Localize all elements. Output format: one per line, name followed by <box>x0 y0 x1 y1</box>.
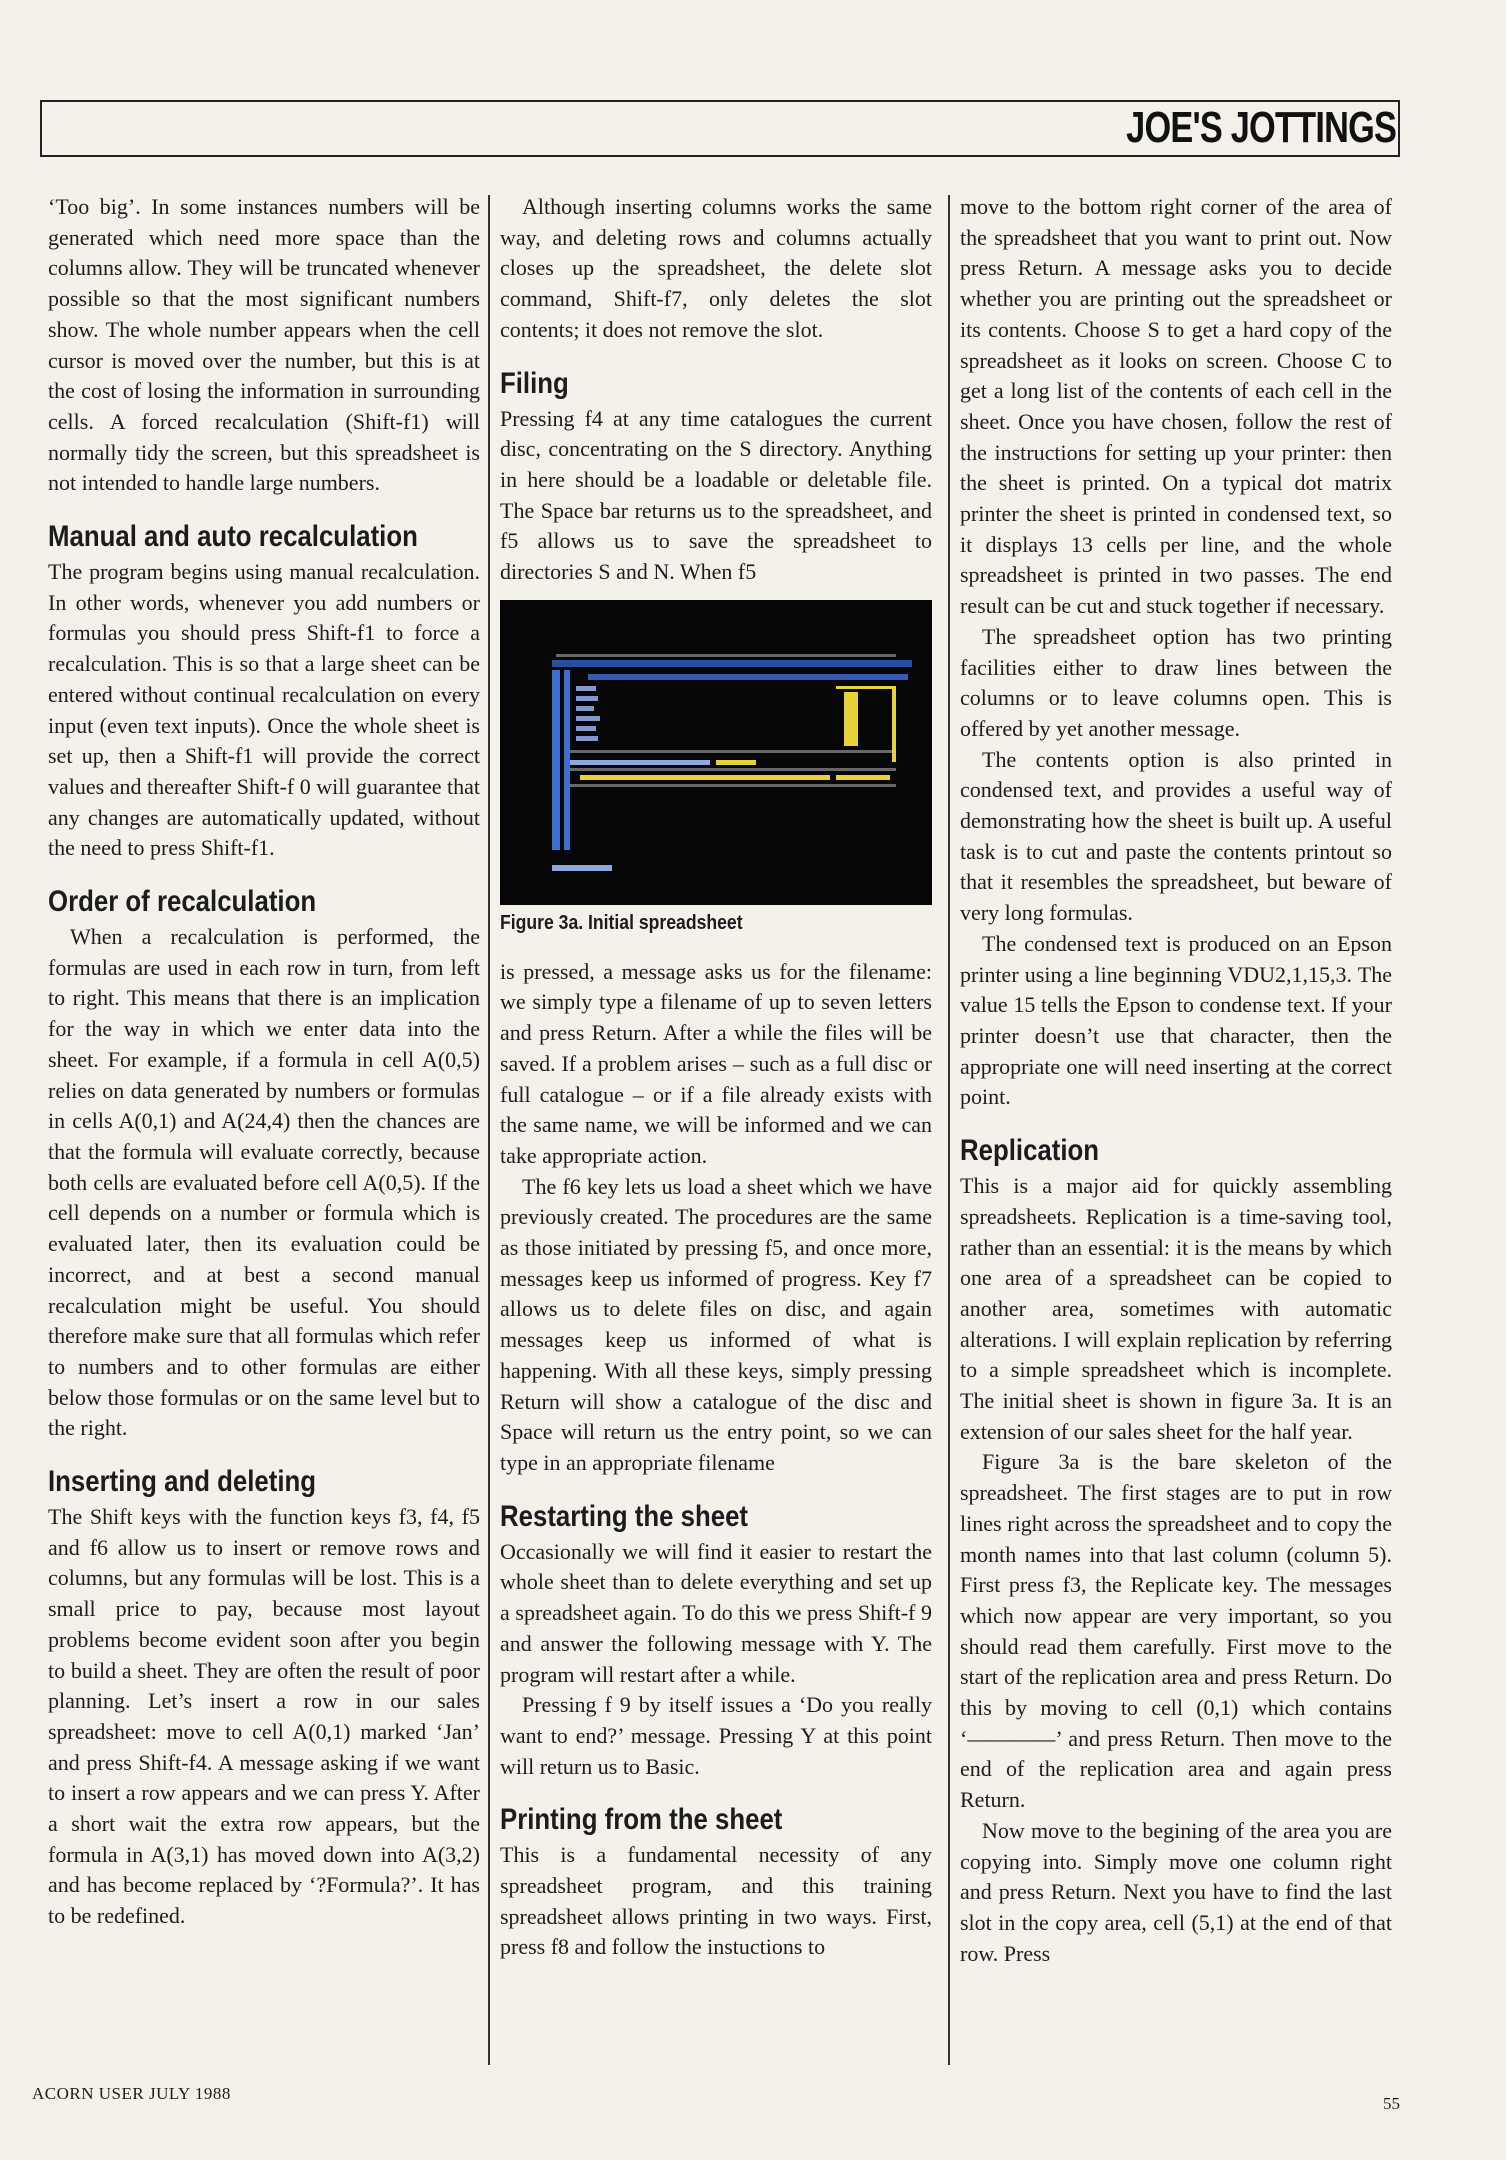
paragraph: The Shift keys with the function keys f3, f4, f5 and f6 allow us to insert or remove rows and columns, but any formulas will be lost. This is a small price to pay, because most layout problems become evident soon after you begin to build a sheet. They are often the result of poor planning. Let’s insert a row in our sales spreadsheet: move to cell A(0,1) marked ‘Jan’ and press Shift-f4. A message asking if we want to insert a row appears and we can press Y. After a short wait the extra row appears, but the formula in A(3,1) has moved down into A(3,2) and has become replaced by ‘?Formula?’. It has to be redefined. <box>48 1504 480 1929</box>
paragraph: The spreadsheet option has two printing facilities either to draw lines between the columns or to leave columns open. This is offered by yet another message. <box>960 623 1392 741</box>
paragraph: This is a major aid for quickly assembling spreadsheets. Replication is a time-saving tool, rather than an essential: it is the means by which one area of a spreadsheet can be copied to another area, sometimes with automatic alterations. I will explain replication by referring to a simple spreadsheet which is incomplete. The initial sheet is shown in figure 3a. It is an extension of our sales sheet for the half year. <box>960 1173 1392 1444</box>
subheading-order-recalc: Order of recalculation <box>48 885 317 919</box>
paragraph: move to the bottom right corner of the area of the spreadsheet that you want to print out. Now press Return. A message asks you to decide whether you are printing out the spreadsheet or its contents. Choose S to get a hard copy of the spreadsheet as it looks on screen. Choose C to get a long list of the contents of each cell in the sheet. Once you have chosen, follow the rest of the instructions for setting up your printer: then the sheet is printed. On a typical dot matrix printer the sheet is printed in condensed text, so it displays 13 cells per line, and the whole spreadsheet is printed in two passes. The end result can be cut and stuck together if necessary. <box>960 194 1392 619</box>
header-rule-top <box>40 100 1400 102</box>
section-title: JOE'S JOTTINGS <box>1126 103 1396 152</box>
paragraph: When a recalculation is performed, the formulas are used in each row in turn, from left to right. This means that there is an implication for the way in which we enter data into the sheet. For example, if a formula in cell A(0,5) relies on data generated by numbers or formulas in cells A(0,1) and A(24,4) then the chances are that the formula will evaluate correctly, because both cells are evaluated before cell A(0,5). If the cell depends on a number or formula which is evaluated later, then its evaluation could be incorrect, and at best a second manual recalculation might be useful. You should therefore make sure that all formulas which refer to numbers and to other formulas are either below those formulas or on the same level but to the right. <box>48 924 480 1441</box>
column-divider <box>488 195 490 2065</box>
footer-magazine-issue: ACORN USER JULY 1988 <box>32 2084 231 2103</box>
figure-screenshot-spreadsheet <box>500 600 932 905</box>
header-rule-bottom <box>40 155 1400 157</box>
paragraph: The f6 key lets us load a sheet which we have previously created. The procedures are the same as those initiated by pressing f5, and once more, messages keep us informed of progress. Key f7 allows us to delete files on disc, and again messages keep us informed of what is happening. With all these keys, simply pressing Return will show a catalogue of the disc and Space will return us the entry point, so we can type in an appropriate filename <box>500 1173 932 1475</box>
paragraph: ‘Too big’. In some instances numbers will be generated which need more space than the columns allow. They will be truncated whenever possible so that the most significant numbers show. The whole number appears when the cell cursor is moved over the number, but this is at the cost of losing the information in surrounding cells. A forced recalculation (Shift-f1) will normally tidy the screen, but this spreadsheet is not intended to handle large numbers. <box>48 194 480 496</box>
header-rule-left <box>40 100 42 155</box>
paragraph: Figure 3a is the bare skeleton of the spreadsheet. The first stages are to put in row lines right across the spreadsheet and to copy the month names into that last column (column 5). First press f3, the Replicate key. The messages which now appear are very important, so you should read them carefully. First move to the start of the replication area and press Return. Do this by moving to cell (0,1) which contains ‘————’ and press Return. Then move to the end of the replication area and again press Return. <box>960 1449 1392 1813</box>
subheading-printing: Printing from the sheet <box>500 1803 783 1837</box>
paragraph: Although inserting columns works the same way, and deleting rows and columns actually closes up the spreadsheet, the delete slot command, Shift-f7, only deletes the slot contents; it does not remove the slot. <box>500 194 932 342</box>
page-number: 55 <box>1383 2094 1400 2113</box>
paragraph: Pressing f4 at any time catalogues the current disc, concentrating on the S directory. Anything in here should be a loadable or deletable file. The Space bar returns us to the spreadsheet, and f5 allows us to save the spreadsheet to directories S and N. When f5 <box>500 405 932 585</box>
article-column-2 <box>500 192 932 1963</box>
subheading-manual-recalc: Manual and auto recalculation <box>48 520 418 554</box>
article-column-1 <box>48 192 480 1932</box>
subheading-restarting: Restarting the sheet <box>500 1499 749 1533</box>
article-column-3 <box>960 192 1392 1969</box>
figure-caption: Figure 3a. Initial spreadsheet <box>500 911 743 934</box>
paragraph: is pressed, a message asks us for the filename: we simply type a filename of up to seven letters and press Return. After a while the files will be saved. If a problem arises – such as a full disc or full catalogue – or if a file already exists with the same name, we will be informed and we can take appropriate action. <box>500 958 932 1168</box>
subheading-filing: Filing <box>500 366 569 400</box>
paragraph: Now move to the begining of the area you are copying into. Simply move one column right and press Return. Next you have to find the last slot in the copy area, cell (5,1) at the end of that row. Press <box>960 1817 1392 1966</box>
paragraph: This is a fundamental necessity of any spreadsheet program, and this training spreadsheet allows printing in two ways. First, press f8 and follow the instuctions to <box>500 1842 932 1960</box>
paragraph: The program begins using manual recalculation. In other words, whenever you add numbers or formulas you should press Shift-f1 to force a recalculation. This is so that a large sheet can be entered without continual recalculation on every input (even text inputs). Once the whole sheet is set up, then a Shift-f1 will provide the correct values and thereafter Shift-f 0 will guarantee that any changes are automatically updated, without the need to press Shift-f1. <box>48 559 480 861</box>
paragraph: The contents option is also printed in condensed text, and provides a useful way of demonstrating how the sheet is built up. A useful task is to cut and paste the contents printout so that it resembles the spreadsheet, but beware of very long formulas. <box>960 746 1392 926</box>
subheading-inserting-deleting: Inserting and deleting <box>48 1465 317 1499</box>
column-divider <box>948 195 950 2065</box>
header-rule-right <box>1398 100 1400 155</box>
paragraph: The condensed text is produced on an Epson printer using a line beginning VDU2,1,15,3. The value 15 tells the Epson to condense text. If your printer doesn’t use that character, then the appropriate one will need inserting at the correct point. <box>960 930 1392 1110</box>
paragraph: Pressing f 9 by itself issues a ‘Do you really want to end?’ message. Pressing Y at this point will return us to Basic. <box>500 1692 932 1779</box>
subheading-replication: Replication <box>960 1134 1100 1168</box>
paragraph: Occasionally we will find it easier to restart the whole sheet than to delete everything and set up a spreadsheet again. To do this we press Shift-f 9 and answer the following message with Y. The program will restart after a while. <box>500 1538 932 1687</box>
spreadsheet-screen-image <box>500 600 932 905</box>
